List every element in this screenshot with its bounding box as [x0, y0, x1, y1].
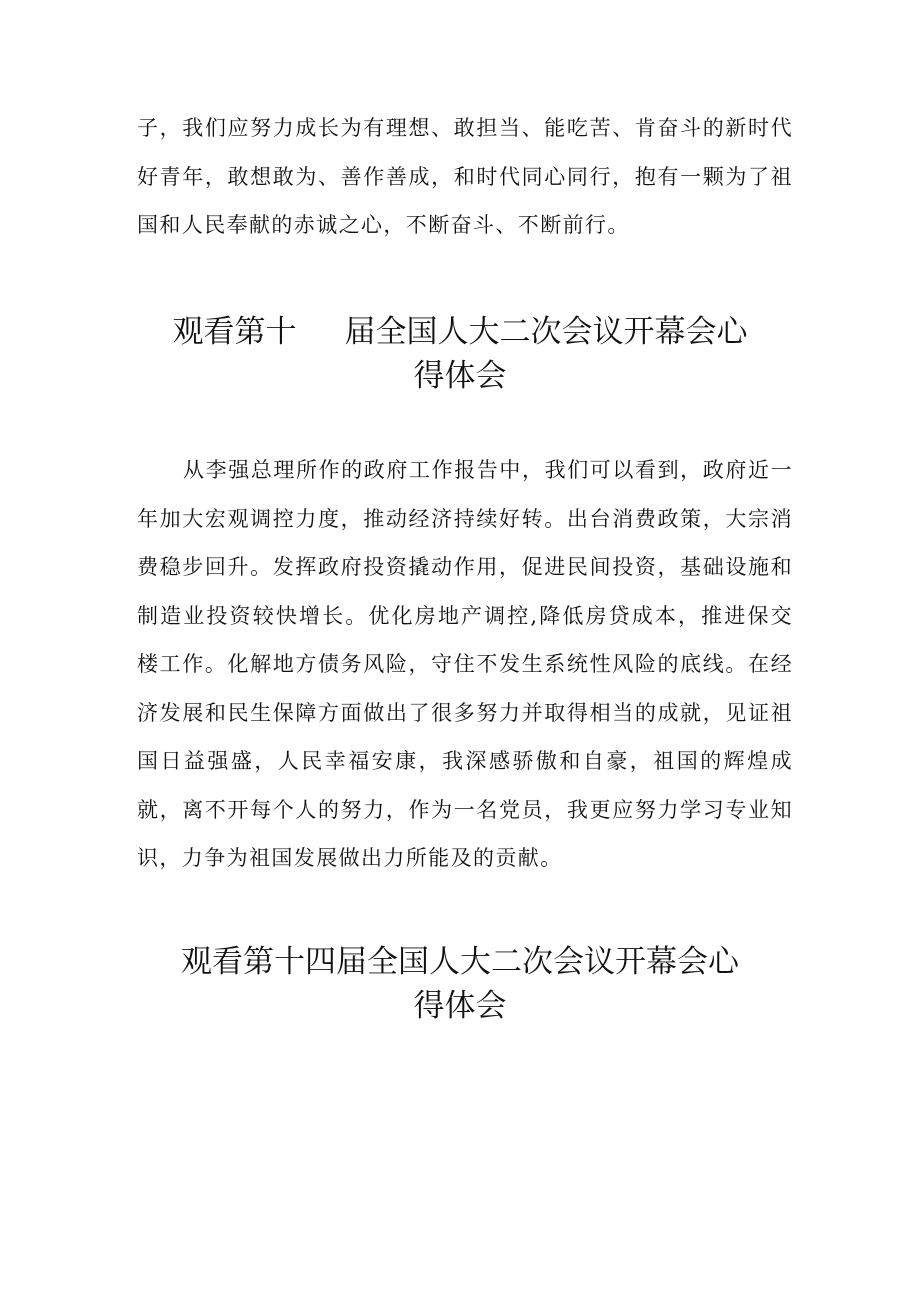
heading-1-line-1 [90, 310, 830, 354]
section-heading-2 [90, 940, 830, 1028]
heading-1-line-1-part-2: 届全国人大二次会议开幕会心 [344, 314, 748, 350]
heading-2-line-1: 观看第十四届全国人大二次会议开幕会心 [181, 944, 739, 980]
paragraph-body: 从李强总理所作的政府工作报告中，我们可以看到，政府近一年加大宏观调控力度，推动经济持续好转。出台消费政策，大宗消费稳步回升。发挥政府投资撬动作用，促进民间投资，基础设施和制造业投资较快增长。优化房地产调控,降低房贷成本，推进保交楼工作。化解地方债务风险，守住不发生系统性风险的底线。在经济发展和民生保障方面做出了很多努力并取得相当的成就，见证祖国日益强盛，人民幸福安康，我深感骄傲和自豪，祖国的辉煌成就，离不开每个人的努力，作为一名党员，我更应努力学习专业知识，力争为祖国发展做出力所能及的贡献。 [137, 458, 793, 870]
heading-1-line-2: 得体会 [413, 358, 507, 394]
paragraph-continued: 子，我们应努力成长为有理想、敢担当、能吃苦、肯奋斗的新时代好青年，敢想敢为、善作善成，和时代同心同行，抱有一颗为了祖国和人民奉献的赤诚之心，不断奋斗、不断前行。 [137, 116, 793, 237]
heading-2-line-2: 得体会 [413, 988, 507, 1024]
section-heading-1 [90, 310, 830, 398]
heading-1-line-1-part-1: 观看第十 [172, 314, 297, 350]
